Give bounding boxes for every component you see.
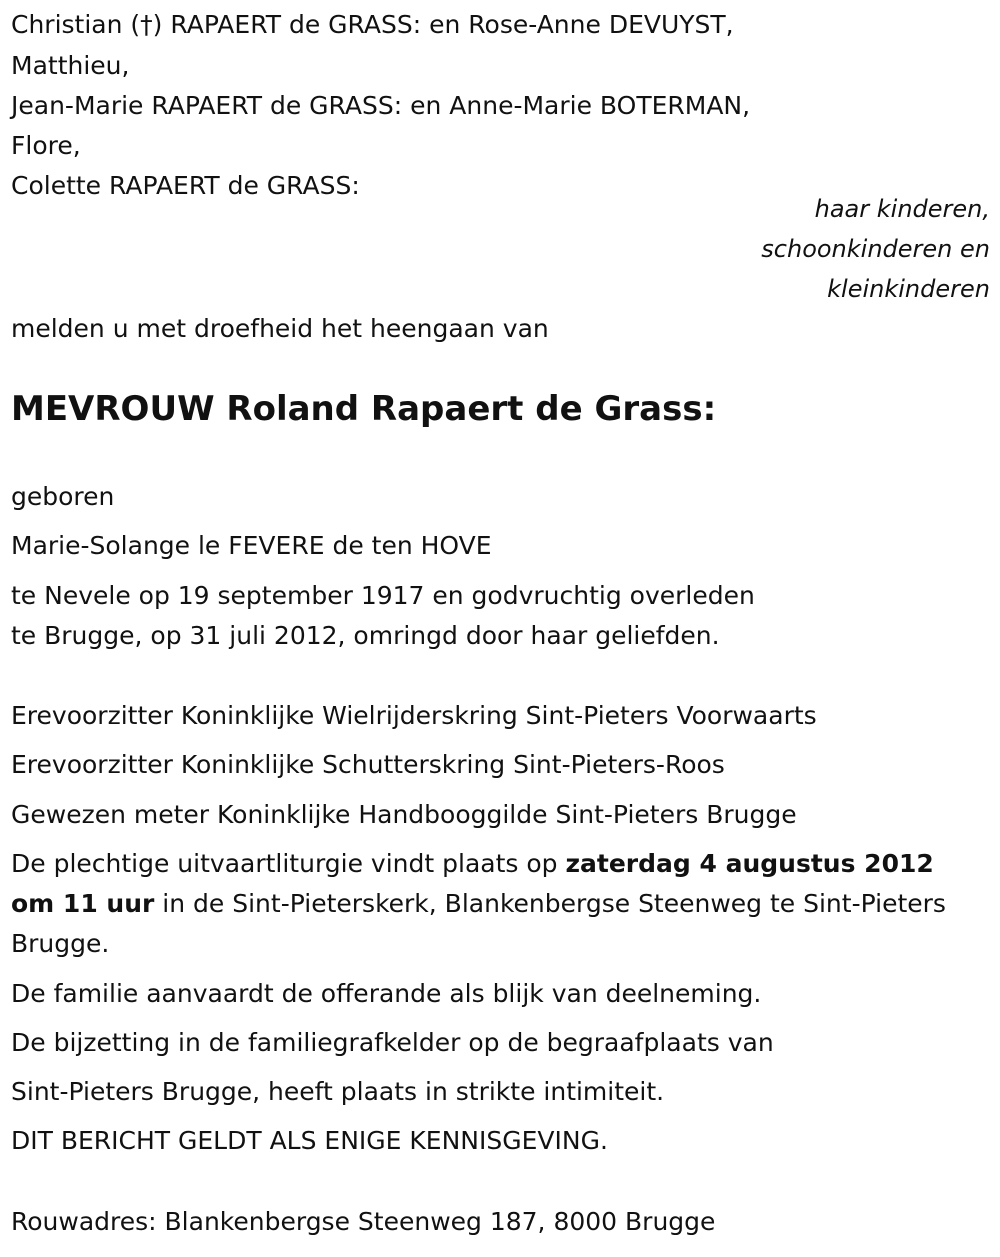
family-line-3: Jean-Marie RAPAERT de GRASS: en Anne-Marie BOTERMAN, — [11, 91, 751, 120]
family-line-2: Matthieu, — [11, 51, 130, 80]
funeral-line-1 — [11, 844, 934, 884]
family-line-4: Flore, — [11, 131, 81, 160]
life-line-1: te Nevele op 19 september 1917 en godvruchtig overleden — [11, 581, 755, 610]
life-line-2: te Brugge, op 31 juli 2012, omringd door haar geliefden. — [11, 621, 720, 650]
burial-line-2: Sint-Pieters Brugge, heeft plaats in strikte intimiteit. — [11, 1077, 665, 1106]
mourning-address: Rouwadres: Blankenbergse Steenweg 187, 8000 Brugge — [11, 1207, 716, 1236]
funeral-time: om 11 uur — [11, 889, 155, 918]
relation-line-1: haar kinderen, — [814, 195, 990, 223]
family-line-1: Christian (†) RAPAERT de GRASS: en Rose-Anne DEVUYST, — [11, 10, 734, 39]
honor-line-1: Erevoorzitter Koninklijke Wielrijderskring Sint-Pieters Voorwaarts — [11, 701, 817, 730]
offering-line: De familie aanvaardt de offerande als blijk van deelneming. — [11, 979, 762, 1008]
deceased-name: MEVROUW Roland Rapaert de Grass: — [11, 389, 717, 429]
funeral-line-2 — [11, 884, 946, 924]
funeral-date: zaterdag 4 augustus 2012 — [565, 849, 934, 878]
announcement: melden u met droefheid het heengaan van — [11, 314, 549, 343]
honor-line-2: Erevoorzitter Koninklijke Schutterskring Sint-Pieters-Roos — [11, 750, 725, 779]
relation-line-3: kleinkinderen — [827, 275, 990, 303]
notice-line: DIT BERICHT GELDT ALS ENIGE KENNISGEVING. — [11, 1126, 608, 1155]
honor-line-3: Gewezen meter Koninklijke Handbooggilde Sint-Pieters Brugge — [11, 800, 797, 829]
burial-line-1: De bijzetting in de familiegrafkelder op de begraafplaats van — [11, 1028, 774, 1057]
funeral-text-1: De plechtige uitvaartliturgie vindt plaats op — [11, 849, 566, 878]
maiden-name: Marie-Solange le FEVERE de ten HOVE — [11, 531, 492, 560]
funeral-text-2: in de Sint-Pieterskerk, Blankenbergse Steenweg te Sint-Pieters — [154, 889, 946, 918]
family-line-5: Colette RAPAERT de GRASS: — [11, 171, 360, 200]
funeral-line-3: Brugge. — [11, 929, 110, 958]
relation-line-2: schoonkinderen en — [761, 235, 990, 263]
born-label: geboren — [11, 482, 115, 511]
